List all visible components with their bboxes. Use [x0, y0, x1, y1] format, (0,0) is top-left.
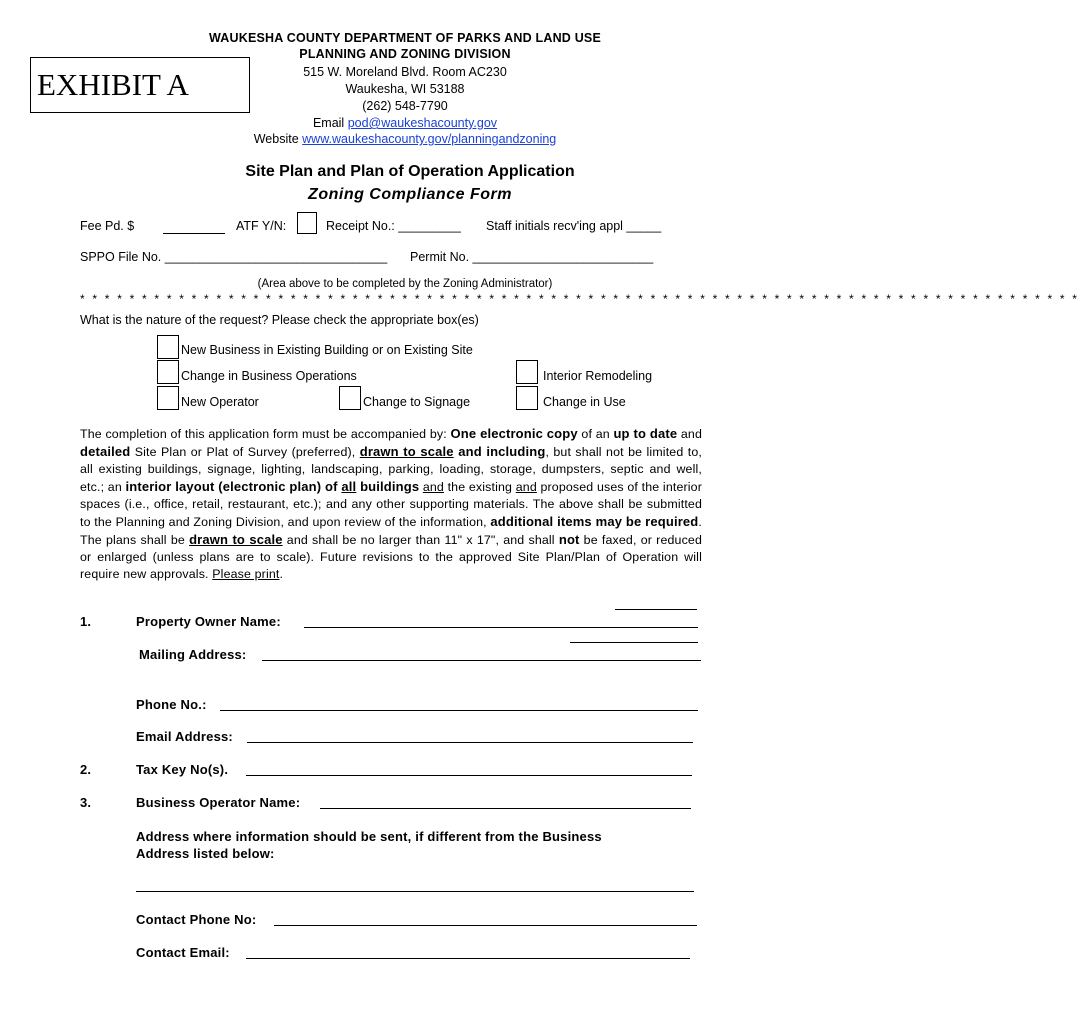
sppo-file-label: SPPO File No. ________________________________: [80, 250, 388, 264]
address-line-2: Waukesha, WI 53188: [345, 82, 465, 96]
new-business-label: New Business in Existing Building or on Existing Site: [181, 343, 473, 357]
address-line-1: 515 W. Moreland Blvd. Room AC230: [303, 65, 507, 79]
website-link[interactable]: www.waukeshacounty.gov/planningandzoning: [302, 132, 557, 146]
request-question: What is the nature of the request? Please check the appropriate box(es): [80, 313, 479, 327]
website-label: Website: [253, 132, 299, 146]
fee-label: Fee Pd. $: [80, 219, 135, 233]
email-link[interactable]: pod@waukeshacounty.gov: [347, 116, 498, 130]
tax-key-label: Tax Key No(s).: [136, 762, 229, 777]
department-name: WAUKESHA COUNTY DEPARTMENT OF PARKS AND LAND USE: [208, 31, 601, 45]
website-line: [160, 132, 650, 146]
business-operator-field[interactable]: [320, 808, 691, 809]
mailing-address-field[interactable]: [262, 660, 701, 661]
tax-key-field[interactable]: [246, 775, 692, 776]
change-operations-checkbox[interactable]: [157, 360, 179, 384]
item-number-1: 1.: [80, 614, 92, 629]
separator-stars: * * * * * * * * * * * * * * * * * * * * * * * * * * * * * * * * * * * * * * * * * * * * * * * * * * * * * * * * * * * * * * * * * * * * * * * * * * * * * * * * *: [80, 292, 1079, 306]
contact-phone-field[interactable]: [274, 925, 697, 926]
contact-email-label: Contact Email:: [136, 945, 230, 960]
item-number-3: 3.: [80, 795, 92, 810]
email-address-label: Email Address:: [136, 729, 233, 744]
contact-phone-label: Contact Phone No:: [136, 912, 257, 927]
change-signage-label: Change to Signage: [363, 395, 471, 409]
change-use-checkbox[interactable]: [516, 386, 538, 410]
fee-field[interactable]: [163, 233, 225, 234]
property-owner-label: Property Owner Name:: [136, 614, 281, 629]
admin-note: (Area above to be completed by the Zoning Administrator): [257, 278, 553, 290]
change-operations-label: Change in Business Operations: [181, 369, 357, 383]
division-name: PLANNING AND ZONING DIVISION: [299, 47, 511, 61]
email-address-field[interactable]: [247, 742, 693, 743]
interior-remodeling-label: Interior Remodeling: [543, 369, 653, 383]
new-operator-checkbox[interactable]: [157, 386, 179, 410]
alternate-address-field[interactable]: [136, 891, 694, 892]
new-business-checkbox[interactable]: [157, 335, 179, 359]
atf-label: ATF Y/N:: [236, 219, 287, 233]
form-title: Site Plan and Plan of Operation Application: [245, 163, 575, 180]
receipt-label: Receipt No.: _________: [326, 219, 461, 233]
phone-label: Phone No.:: [136, 697, 207, 712]
phone-field[interactable]: [220, 710, 698, 711]
staff-initials-label: Staff initials recv'ing appl _____: [486, 219, 662, 233]
contact-email-field[interactable]: [246, 958, 690, 959]
business-operator-label: Business Operator Name:: [136, 795, 301, 810]
phone-number: (262) 548-7790: [362, 99, 448, 113]
permit-label: Permit No. __________________________: [410, 250, 654, 264]
interior-remodeling-checkbox[interactable]: [516, 360, 538, 384]
email-label: Email: [312, 116, 345, 130]
form-subtitle: Zoning Compliance Form: [308, 186, 512, 203]
change-signage-checkbox[interactable]: [339, 386, 361, 410]
alternate-address-label: Address where information should be sent, if different from the Business Address listed below:: [136, 829, 602, 861]
property-owner-field[interactable]: [304, 627, 698, 628]
top-extra-line: [615, 609, 697, 610]
owner-extra-line: [570, 642, 698, 643]
email-line: [160, 116, 650, 130]
new-operator-label: New Operator: [181, 395, 259, 409]
change-use-label: Change in Use: [543, 395, 626, 409]
mailing-address-label: Mailing Address:: [139, 647, 247, 662]
item-number-2: 2.: [80, 762, 92, 777]
instructions-paragraph: The completion of this application form must be accompanied by: One electronic copy of an up to date and detailed Site Plan or Plat of Survey (preferred), drawn to scale and including, but shall not be limited to, all existing buildings, signage, lighting, landscaping, parking, loading, storage, dumpsters, septic and well, etc.; an interior layout (electronic plan) of all buildings and the existing and proposed uses of the interior spaces (i.e., office, retail, restaurant, etc.); and any other supporting materials. The above shall be submitted to the Planning and Zoning Division, and upon review of the information, additional items may be required. The plans shall be drawn to scale and shall be no larger than 11" x 17", and shall not be faxed, or reduced or enlarged (unless plans are to scale). Future revisions to the approved Site Plan/Plan of Operation will require new approvals. Please print.: [80, 426, 703, 581]
atf-checkbox[interactable]: [297, 212, 317, 234]
exhibit-label: EXHIBIT A: [30, 57, 250, 113]
